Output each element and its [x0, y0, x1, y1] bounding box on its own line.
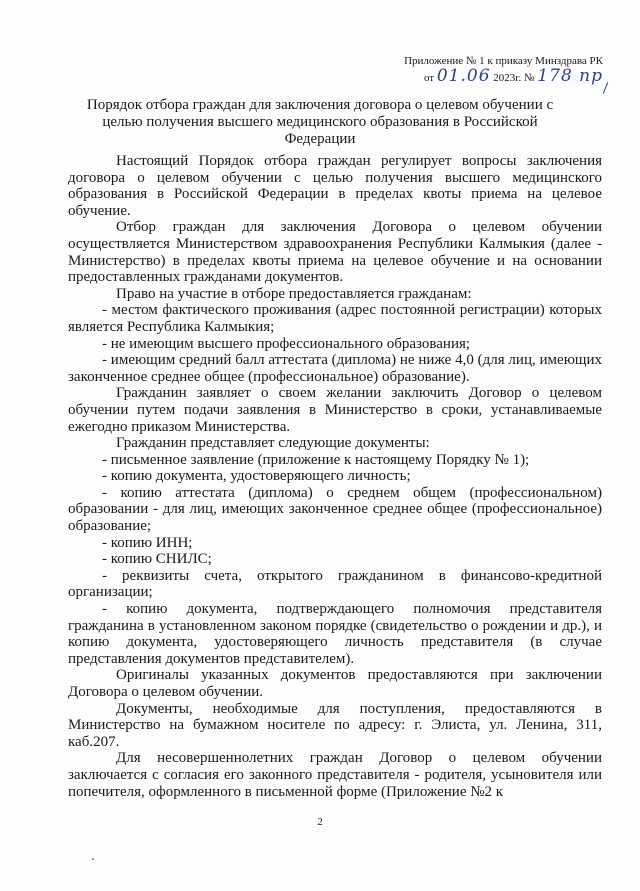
list-item: - реквизиты счета, открытого гражданином в финансово-кредитной организации; — [68, 567, 602, 601]
list-item: - копию СНИЛС; — [102, 551, 212, 568]
page-number: 2 — [317, 816, 323, 828]
year-text: 2023г. № — [493, 72, 535, 84]
list-item: - местом фактического проживания (адрес постоянной регистрации) которых является Республика Калмыкия; — [68, 302, 602, 335]
paragraph: Оригиналы указанных документов предоставляются при заключении Договора о целевом обучении. — [68, 667, 602, 700]
list-item: - копию аттестата (диплома) о среднем общем (профессиональном) образовании - для лиц, имеющих законченное среднее общее (профессиональное) образование; — [68, 484, 602, 535]
list-item: - не имеющим высшего профессионального образования; — [102, 335, 471, 352]
scan-speck — [92, 858, 94, 860]
list-item: - копию документа, удостоверяющего личность; — [102, 468, 411, 485]
document-title: Порядок отбора граждан для заключения договора о целевом обучении с целью получения высшего медицинского образования в Российской Федерации — [86, 97, 554, 147]
list-item: - имеющим средний балл аттестата (диплома) не ниже 4,0 (для лиц, имеющих законченное среднее общее (профессиональное) образование). — [68, 352, 602, 385]
date-prefix: от — [423, 72, 435, 84]
paragraph: Настоящий Порядок отбора граждан регулирует вопросы заключения договора о целевом обучении с целью получения высшего медицинского образования в Российской Федерации в пределах квоты приема на целевое обучение. — [68, 153, 602, 219]
paragraph: Документы, необходимые для поступления, предоставляются в Министерство на бумажном носителе по адресу: г. Элиста, ул. Ленина, 311, каб.207. — [68, 700, 602, 750]
pen-mark — [603, 82, 608, 94]
paragraph: Гражданин заявляет о своем желании заключить Договор о целевом обучении путем подачи заявления в Министерство в сроки, устанавливаемые ежегодно приказом Министерства. — [68, 385, 602, 435]
list-item: - копию документа, подтверждающего полномочия представителя гражданина в установленном законом порядке (свидетельство о рождении и др.), и копию документа, удостоверяющего личность представителя (в случае представления документов представителем). — [68, 601, 602, 667]
list-item: - копию ИНН; — [102, 534, 193, 551]
paragraph: Право на участие в отборе предоставляется гражданам: — [116, 285, 472, 302]
paragraph: Гражданин представляет следующие документы: — [116, 435, 430, 452]
paragraph: Отбор граждан для заключения Договора о целевом обучении осуществляется Министерством здравоохранения Республики Калмыкия (далее - Министерство) в пределах квоты приема на целевое обучение и на основании предоставленных гражданами документов. — [68, 219, 602, 286]
header-date-line — [363, 66, 603, 86]
handwritten-date: 01.06 — [436, 66, 491, 86]
paragraph: Для несовершеннолетних граждан Договор о целевом обучении заключается с согласия его законного представителя - родителя, усыновителя или попечителя, оформленного в письменной форме (Приложение №2 к — [68, 750, 602, 800]
header-annotation — [363, 54, 603, 86]
list-item: - письменное заявление (приложение к настоящему Порядку № 1); — [102, 451, 530, 468]
handwritten-number: 178 пр — [537, 66, 603, 86]
header-line1: Приложение № 1 к приказу Минздрава РК — [404, 55, 603, 67]
document-body — [68, 153, 602, 800]
